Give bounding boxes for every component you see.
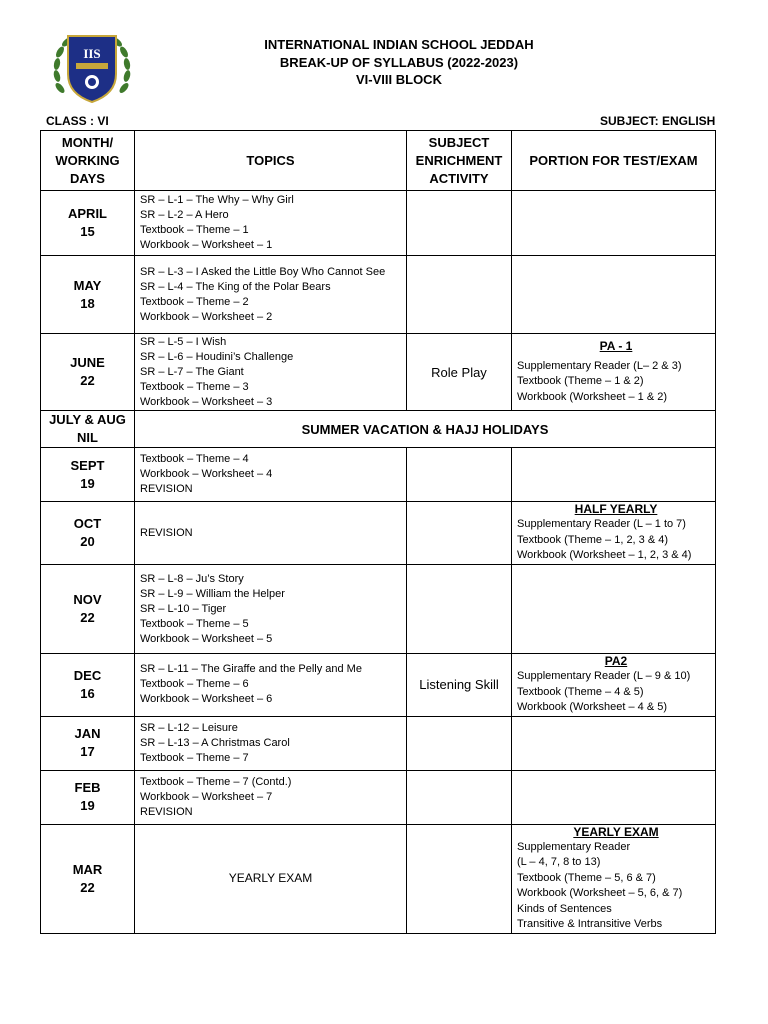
school-name: INTERNATIONAL INDIAN SCHOOL JEDDAH xyxy=(264,37,534,52)
working-days: 17 xyxy=(80,744,95,759)
month-name: DEC xyxy=(73,667,102,683)
portion-line: Workbook (Worksheet – 1 & 2) xyxy=(517,390,667,403)
header-month-line: WORKING xyxy=(55,152,120,168)
topic-line: Workbook – Worksheet – 2 xyxy=(140,310,273,323)
table-row xyxy=(41,502,716,565)
header-month-line: DAYS xyxy=(70,170,105,186)
portion-line: Supplementary Reader xyxy=(517,840,631,853)
activity-cell: Role Play xyxy=(407,334,512,411)
portion-line: Textbook (Theme – 5, 6 & 7) xyxy=(517,871,656,884)
topic-line: Textbook – Theme – 5 xyxy=(140,617,249,630)
portion-line: Textbook (Theme – 1 & 2) xyxy=(517,375,644,388)
topics-cell xyxy=(135,565,407,654)
topic-line: REVISION xyxy=(140,526,193,539)
topics-cell xyxy=(135,448,407,502)
topic-line: Workbook – Worksheet – 5 xyxy=(140,632,273,645)
portion-line: Workbook (Worksheet – 5, 6, & 7) xyxy=(517,887,683,899)
activity-cell xyxy=(407,716,512,770)
header-activity xyxy=(407,131,512,191)
month-cell xyxy=(41,565,135,654)
table-header-row xyxy=(41,131,716,191)
working-days: 16 xyxy=(80,685,95,701)
portion-cell xyxy=(512,654,716,717)
header-topics: TOPICS xyxy=(135,131,407,191)
portion-title: PA - 1 xyxy=(599,338,633,353)
topic-line: Textbook – Theme – 7 (Contd.) xyxy=(140,775,292,788)
working-days: 18 xyxy=(80,295,95,311)
header-activity-line: ENRICHMENT xyxy=(415,152,503,168)
portion-cell xyxy=(512,448,716,502)
portion-cell xyxy=(512,565,716,654)
header-activity-line: ACTIVITY xyxy=(429,170,489,186)
topic-line: REVISION xyxy=(140,805,193,818)
portion-cell xyxy=(512,191,716,256)
month-cell xyxy=(41,411,135,448)
portion-line: Workbook (Worksheet – 4 & 5) xyxy=(517,701,667,713)
month-cell xyxy=(41,334,135,411)
topics-cell xyxy=(135,716,407,770)
working-days: 20 xyxy=(80,534,95,549)
month-name: JULY & AUG xyxy=(49,412,126,427)
portion-title: PA2 xyxy=(604,654,628,668)
block-label: VI-VIII BLOCK xyxy=(356,72,442,87)
month-name: MAY xyxy=(73,277,102,293)
month-cell xyxy=(41,824,135,933)
topics-cell xyxy=(135,654,407,717)
subject-label: SUBJECT: ENGLISH xyxy=(600,114,716,128)
working-days: 22 xyxy=(80,610,95,625)
portion-cell xyxy=(512,716,716,770)
document-title: BREAK-UP OF SYLLABUS (2022-2023) xyxy=(279,55,519,70)
month-name: SEPT xyxy=(70,457,105,473)
portion-line: Workbook (Worksheet – 1, 2, 3 & 4) xyxy=(517,549,692,562)
table-row xyxy=(41,654,716,717)
month-name: JAN xyxy=(74,726,101,741)
activity-cell xyxy=(407,256,512,334)
header-month xyxy=(41,131,135,191)
portion-cell xyxy=(512,334,716,411)
portion-line: Supplementary Reader (L – 9 & 10) xyxy=(517,670,691,682)
month-name: APRIL xyxy=(68,206,107,221)
month-name: JUNE xyxy=(70,355,105,370)
working-days: 22 xyxy=(80,879,95,895)
topic-line: Textbook – Theme – 1 xyxy=(140,224,249,236)
topic-line: SR – L-1 – The Why – Why Girl xyxy=(140,194,294,206)
month-name: NOV xyxy=(73,592,102,607)
working-days: 22 xyxy=(80,373,95,388)
topic-line: Textbook – Theme – 7 xyxy=(140,751,249,764)
topics-cell xyxy=(135,191,407,256)
portion-line: Transitive & Intransitive Verbs xyxy=(517,918,663,930)
topic-line: SR – L-13 – A Christmas Carol xyxy=(140,736,290,749)
topic-line: SR – L-7 – The Giant xyxy=(140,365,244,378)
topic-line: SR – L-3 – I Asked the Little Boy Who Cannot See xyxy=(140,265,386,278)
topics-cell xyxy=(135,502,407,565)
month-cell xyxy=(41,256,135,334)
header-portion: PORTION FOR TEST/EXAM xyxy=(512,131,716,191)
month-cell xyxy=(41,191,135,256)
topics-cell xyxy=(135,334,407,411)
working-days: 15 xyxy=(80,224,95,239)
topic-line: SR – L-9 – William the Helper xyxy=(140,587,285,600)
activity-cell xyxy=(407,448,512,502)
portion-title: YEARLY EXAM xyxy=(573,824,659,839)
activity-cell xyxy=(407,191,512,256)
topics-cell xyxy=(135,770,407,824)
topic-line: Workbook – Worksheet – 1 xyxy=(140,239,273,251)
month-name: FEB xyxy=(74,780,101,795)
activity-cell xyxy=(407,770,512,824)
month-name: OCT xyxy=(73,516,102,531)
topic-line: Workbook – Worksheet – 4 xyxy=(140,468,273,480)
topic-line: SR – L-6 – Houdini’s Challenge xyxy=(140,350,294,363)
activity-cell xyxy=(407,502,512,565)
topic-line: Textbook – Theme – 3 xyxy=(140,380,249,393)
portion-cell xyxy=(512,770,716,824)
topic-line: SR – L-2 – A Hero xyxy=(140,209,229,221)
table-row xyxy=(41,191,716,256)
syllabus-table xyxy=(40,130,716,934)
topic-line: Textbook – Theme – 6 xyxy=(140,678,249,691)
table-row xyxy=(41,256,716,334)
topic-line: SR – L-11 – The Giraffe and the Pelly and Me xyxy=(140,663,362,676)
class-label: CLASS : VI xyxy=(46,114,109,128)
table-row xyxy=(41,770,716,824)
working-days: 19 xyxy=(80,475,95,491)
portion-title: HALF YEARLY xyxy=(574,502,658,517)
portion-line: Supplementary Reader (L – 1 to 7) xyxy=(517,518,686,531)
portion-line: (L – 4, 7, 8 to 13) xyxy=(517,856,601,868)
table-row xyxy=(41,716,716,770)
portion-cell xyxy=(512,256,716,334)
portion-line: Textbook (Theme – 4 & 5) xyxy=(517,685,644,698)
topic-line: Workbook – Worksheet – 7 xyxy=(140,790,273,803)
logo-text: IIS xyxy=(83,46,101,61)
working-days: 19 xyxy=(80,798,95,813)
portion-cell xyxy=(512,824,716,933)
month-cell xyxy=(41,654,135,717)
portion-line: Kinds of Sentences xyxy=(517,902,612,915)
portion-cell xyxy=(512,502,716,565)
month-cell xyxy=(41,716,135,770)
vacation-note: SUMMER VACATION & HAJJ HOLIDAYS xyxy=(135,411,716,448)
month-name: MAR xyxy=(72,861,103,877)
topic-line: SR – L-5 – I Wish xyxy=(140,335,227,348)
header-activity-line: SUBJECT xyxy=(428,134,490,150)
portion-line: Textbook (Theme – 1, 2, 3 & 4) xyxy=(517,533,669,546)
topic-line: SR – L-8 – Ju’s Story xyxy=(140,572,244,585)
header-month-line: MONTH/ xyxy=(61,134,114,150)
topic-line: SR – L-4 – The King of the Polar Bears xyxy=(140,280,331,293)
month-cell xyxy=(41,770,135,824)
topic-line: Textbook – Theme – 2 xyxy=(140,295,249,308)
portion-line: Supplementary Reader (L– 2 & 3) xyxy=(517,359,682,372)
table-row xyxy=(41,411,716,448)
topic-line: SR – L-12 – Leisure xyxy=(140,721,238,734)
table-row xyxy=(41,448,716,502)
activity-cell xyxy=(407,565,512,654)
table-row xyxy=(41,565,716,654)
topics-cell xyxy=(135,256,407,334)
month-cell xyxy=(41,448,135,502)
topic-line: Workbook – Worksheet – 6 xyxy=(140,693,273,706)
topic-line: Textbook – Theme – 4 xyxy=(140,453,249,465)
activity-cell: Listening Skill xyxy=(407,654,512,717)
table-row xyxy=(41,824,716,933)
topics-cell: YEARLY EXAM xyxy=(135,824,407,933)
working-days: NIL xyxy=(77,430,98,445)
month-cell xyxy=(41,502,135,565)
table-row xyxy=(41,334,716,411)
topic-line: REVISION xyxy=(140,483,193,495)
topic-line: Workbook – Worksheet – 3 xyxy=(140,395,273,408)
activity-cell xyxy=(407,824,512,933)
topic-line: SR – L-10 – Tiger xyxy=(140,602,227,615)
